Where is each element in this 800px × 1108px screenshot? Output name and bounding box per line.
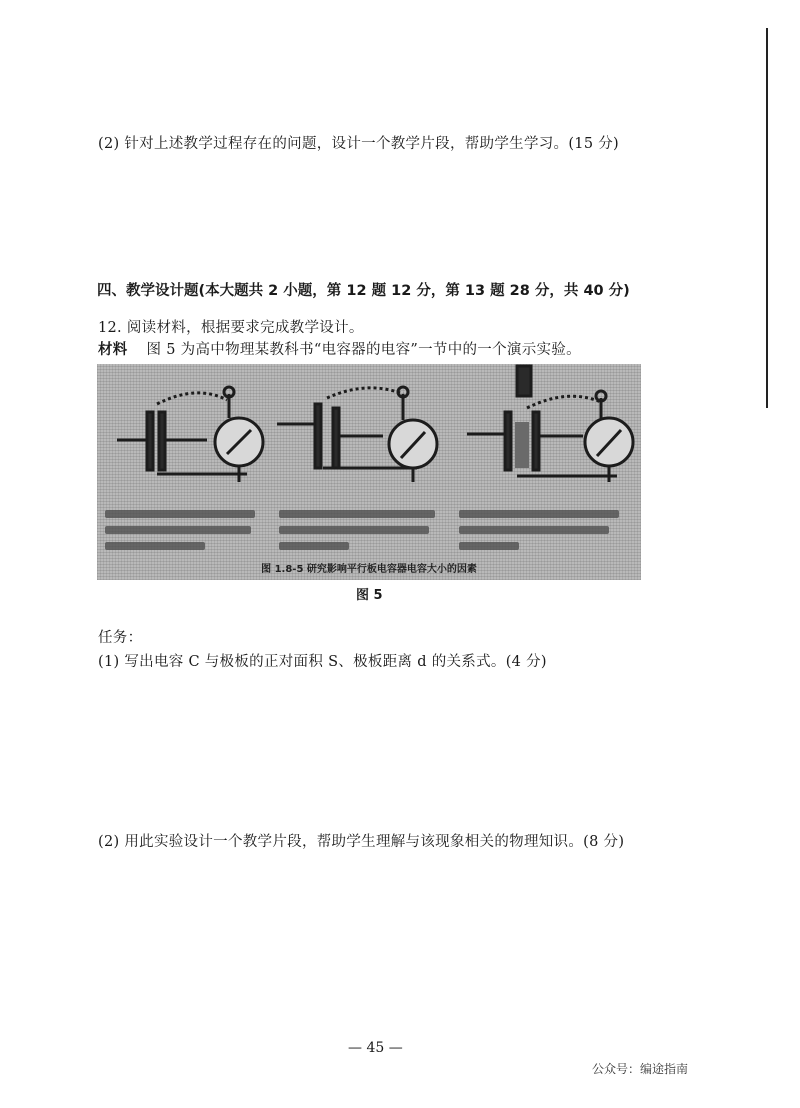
figure-label: 图 5 <box>356 588 383 603</box>
panel-2-caption-smudge <box>279 542 349 550</box>
panel-1-caption-smudge <box>105 510 255 518</box>
watermark: 公众号：编途指南 <box>592 1062 689 1076</box>
material-line <box>98 338 581 359</box>
question-11-part-2: (2) 针对上述教学过程存在的问题，设计一个教学片段，帮助学生学习。(15 分) <box>98 136 620 152</box>
figure-inner-caption: 图 1.8-5 研究影响平行板电容器电容大小的因素 <box>261 564 477 575</box>
panel-2-caption-smudge <box>279 510 435 518</box>
section-title: 四、教学设计题(本大题共 2 小题，第 12 题 12 分，第 13 题 28 分，共 40 分) <box>97 283 630 299</box>
task-label: 任务： <box>98 630 143 646</box>
panel-3-caption-smudge <box>459 510 619 518</box>
panel-2-caption-smudge <box>279 526 429 534</box>
panel-1-caption-smudge <box>105 542 205 550</box>
figure-5-image <box>97 364 641 580</box>
panel-3-caption-smudge <box>459 526 609 534</box>
task-1: (1) 写出电容 C 与极板的正对面积 S、极板距离 d 的关系式。(4 分) <box>98 654 547 670</box>
material-label: 材料 <box>98 342 128 358</box>
page-number: — 45 — <box>348 1040 403 1056</box>
page-edge-line <box>766 28 768 408</box>
task-2: (2) 用此实验设计一个教学片段，帮助学生理解与该现象相关的物理知识。(8 分) <box>98 834 625 850</box>
question-12-intro: 12. 阅读材料，根据要求完成教学设计。 <box>98 320 364 336</box>
material-text: 图 5 为高中物理某教科书“电容器的电容”一节中的一个演示实验。 <box>146 342 581 358</box>
panel-1-caption-smudge <box>105 526 251 534</box>
panel-3-caption-smudge <box>459 542 519 550</box>
